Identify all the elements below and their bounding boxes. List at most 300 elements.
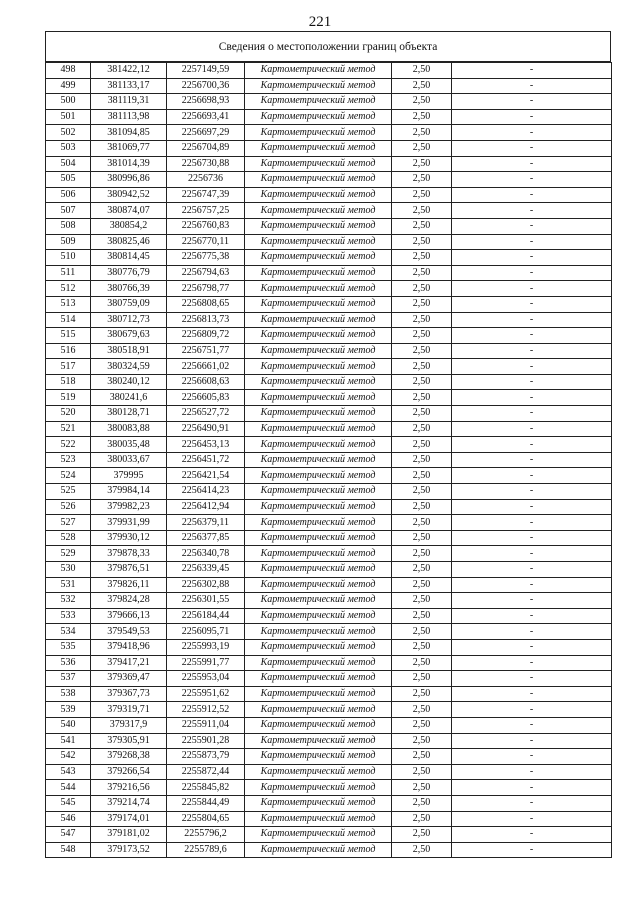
- x-coordinate-cell: 380854,2: [91, 218, 167, 234]
- accuracy-cell: 2,50: [392, 218, 452, 234]
- method-cell: Картометрический метод: [245, 484, 392, 500]
- note-cell: -: [452, 484, 612, 500]
- x-coordinate-cell: 380083,88: [91, 421, 167, 437]
- table-row: [46, 296, 612, 312]
- x-coordinate-cell: 379319,71: [91, 702, 167, 718]
- point-number-cell: 517: [46, 359, 91, 375]
- point-number-cell: 547: [46, 827, 91, 843]
- method-cell: Картометрический метод: [245, 94, 392, 110]
- accuracy-cell: 2,50: [392, 452, 452, 468]
- table-row: [46, 546, 612, 562]
- table-row: [46, 421, 612, 437]
- method-cell: Картометрический метод: [245, 390, 392, 406]
- method-cell: Картометрический метод: [245, 515, 392, 531]
- x-coordinate-cell: 380996,86: [91, 172, 167, 188]
- method-cell: Картометрический метод: [245, 452, 392, 468]
- accuracy-cell: 2,50: [392, 187, 452, 203]
- y-coordinate-cell: 2255951,62: [167, 686, 245, 702]
- y-coordinate-cell: 2256808,65: [167, 296, 245, 312]
- accuracy-cell: 2,50: [392, 374, 452, 390]
- x-coordinate-cell: 380874,07: [91, 203, 167, 219]
- x-coordinate-cell: 380518,91: [91, 343, 167, 359]
- table-row: [46, 842, 612, 858]
- x-coordinate-cell: 379266,54: [91, 764, 167, 780]
- note-cell: -: [452, 749, 612, 765]
- point-number-cell: 513: [46, 296, 91, 312]
- coordinates-table: [45, 62, 612, 858]
- x-coordinate-cell: 381069,77: [91, 140, 167, 156]
- point-number-cell: 515: [46, 328, 91, 344]
- point-number-cell: 533: [46, 608, 91, 624]
- x-coordinate-cell: 380241,6: [91, 390, 167, 406]
- x-coordinate-cell: 379367,73: [91, 686, 167, 702]
- point-number-cell: 501: [46, 109, 91, 125]
- note-cell: -: [452, 515, 612, 531]
- table-caption: Сведения о местоположении границ объекта: [45, 31, 611, 62]
- point-number-cell: 544: [46, 780, 91, 796]
- accuracy-cell: 2,50: [392, 530, 452, 546]
- y-coordinate-cell: 2256770,11: [167, 234, 245, 250]
- table-row: [46, 562, 612, 578]
- point-number-cell: 541: [46, 733, 91, 749]
- point-number-cell: 525: [46, 484, 91, 500]
- method-cell: Картометрический метод: [245, 468, 392, 484]
- note-cell: -: [452, 671, 612, 687]
- note-cell: -: [452, 63, 612, 79]
- y-coordinate-cell: 2256490,91: [167, 421, 245, 437]
- x-coordinate-cell: 380776,79: [91, 265, 167, 281]
- point-number-cell: 516: [46, 343, 91, 359]
- accuracy-cell: 2,50: [392, 577, 452, 593]
- point-number-cell: 538: [46, 686, 91, 702]
- x-coordinate-cell: 379878,33: [91, 546, 167, 562]
- note-cell: -: [452, 312, 612, 328]
- x-coordinate-cell: 380240,12: [91, 374, 167, 390]
- y-coordinate-cell: 2255993,19: [167, 639, 245, 655]
- point-number-cell: 532: [46, 593, 91, 609]
- y-coordinate-cell: 2256747,39: [167, 187, 245, 203]
- point-number-cell: 534: [46, 624, 91, 640]
- note-cell: -: [452, 359, 612, 375]
- y-coordinate-cell: 2256608,63: [167, 374, 245, 390]
- y-coordinate-cell: 2256453,13: [167, 437, 245, 453]
- y-coordinate-cell: 2256184,44: [167, 608, 245, 624]
- method-cell: Картометрический метод: [245, 343, 392, 359]
- x-coordinate-cell: 379982,23: [91, 499, 167, 515]
- table-row: [46, 827, 612, 843]
- point-number-cell: 542: [46, 749, 91, 765]
- y-coordinate-cell: 2256451,72: [167, 452, 245, 468]
- accuracy-cell: 2,50: [392, 780, 452, 796]
- method-cell: Картометрический метод: [245, 593, 392, 609]
- point-number-cell: 502: [46, 125, 91, 141]
- y-coordinate-cell: 2256605,83: [167, 390, 245, 406]
- table-row: [46, 234, 612, 250]
- point-number-cell: 514: [46, 312, 91, 328]
- accuracy-cell: 2,50: [392, 764, 452, 780]
- method-cell: Картометрический метод: [245, 281, 392, 297]
- method-cell: Картометрический метод: [245, 530, 392, 546]
- method-cell: Картометрический метод: [245, 624, 392, 640]
- accuracy-cell: 2,50: [392, 468, 452, 484]
- x-coordinate-cell: 380128,71: [91, 406, 167, 422]
- y-coordinate-cell: 2256095,71: [167, 624, 245, 640]
- table-row: [46, 328, 612, 344]
- table-row: [46, 717, 612, 733]
- y-coordinate-cell: 2256697,29: [167, 125, 245, 141]
- point-number-cell: 510: [46, 250, 91, 266]
- accuracy-cell: 2,50: [392, 265, 452, 281]
- note-cell: -: [452, 562, 612, 578]
- x-coordinate-cell: 381119,31: [91, 94, 167, 110]
- table-row: [46, 749, 612, 765]
- note-cell: -: [452, 281, 612, 297]
- method-cell: Картометрический метод: [245, 234, 392, 250]
- accuracy-cell: 2,50: [392, 639, 452, 655]
- note-cell: -: [452, 530, 612, 546]
- accuracy-cell: 2,50: [392, 109, 452, 125]
- table-row: [46, 733, 612, 749]
- method-cell: Картометрический метод: [245, 250, 392, 266]
- method-cell: Картометрический метод: [245, 406, 392, 422]
- x-coordinate-cell: 379216,56: [91, 780, 167, 796]
- note-cell: -: [452, 608, 612, 624]
- point-number-cell: 504: [46, 156, 91, 172]
- method-cell: Картометрический метод: [245, 655, 392, 671]
- method-cell: Картометрический метод: [245, 328, 392, 344]
- point-number-cell: 528: [46, 530, 91, 546]
- x-coordinate-cell: 379824,28: [91, 593, 167, 609]
- accuracy-cell: 2,50: [392, 811, 452, 827]
- y-coordinate-cell: 2257149,59: [167, 63, 245, 79]
- note-cell: -: [452, 296, 612, 312]
- note-cell: -: [452, 733, 612, 749]
- method-cell: Картометрический метод: [245, 639, 392, 655]
- note-cell: -: [452, 624, 612, 640]
- table-row: [46, 655, 612, 671]
- point-number-cell: 509: [46, 234, 91, 250]
- accuracy-cell: 2,50: [392, 749, 452, 765]
- table-row: [46, 780, 612, 796]
- note-cell: -: [452, 78, 612, 94]
- table-row: [46, 499, 612, 515]
- note-cell: -: [452, 125, 612, 141]
- y-coordinate-cell: 2256340,78: [167, 546, 245, 562]
- method-cell: Картометрический метод: [245, 749, 392, 765]
- table-row: [46, 764, 612, 780]
- x-coordinate-cell: 379995: [91, 468, 167, 484]
- table-row: [46, 593, 612, 609]
- boundary-coordinates-document: [45, 31, 611, 858]
- note-cell: -: [452, 172, 612, 188]
- method-cell: Картометрический метод: [245, 764, 392, 780]
- accuracy-cell: 2,50: [392, 733, 452, 749]
- x-coordinate-cell: 381014,39: [91, 156, 167, 172]
- accuracy-cell: 2,50: [392, 125, 452, 141]
- x-coordinate-cell: 380712,73: [91, 312, 167, 328]
- x-coordinate-cell: 379369,47: [91, 671, 167, 687]
- x-coordinate-cell: 379268,38: [91, 749, 167, 765]
- method-cell: Картометрический метод: [245, 187, 392, 203]
- accuracy-cell: 2,50: [392, 795, 452, 811]
- y-coordinate-cell: 2256760,83: [167, 218, 245, 234]
- note-cell: -: [452, 406, 612, 422]
- point-number-cell: 543: [46, 764, 91, 780]
- method-cell: Картометрический метод: [245, 78, 392, 94]
- point-number-cell: 499: [46, 78, 91, 94]
- method-cell: Картометрический метод: [245, 795, 392, 811]
- y-coordinate-cell: 2256661,02: [167, 359, 245, 375]
- y-coordinate-cell: 2255991,77: [167, 655, 245, 671]
- method-cell: Картометрический метод: [245, 140, 392, 156]
- note-cell: -: [452, 780, 612, 796]
- table-row: [46, 437, 612, 453]
- note-cell: -: [452, 343, 612, 359]
- accuracy-cell: 2,50: [392, 593, 452, 609]
- accuracy-cell: 2,50: [392, 156, 452, 172]
- y-coordinate-cell: 2256757,25: [167, 203, 245, 219]
- accuracy-cell: 2,50: [392, 702, 452, 718]
- note-cell: -: [452, 328, 612, 344]
- note-cell: -: [452, 764, 612, 780]
- note-cell: -: [452, 842, 612, 858]
- accuracy-cell: 2,50: [392, 250, 452, 266]
- note-cell: -: [452, 639, 612, 655]
- table-row: [46, 515, 612, 531]
- note-cell: -: [452, 655, 612, 671]
- x-coordinate-cell: 379930,12: [91, 530, 167, 546]
- y-coordinate-cell: 2256736: [167, 172, 245, 188]
- y-coordinate-cell: 2255901,28: [167, 733, 245, 749]
- note-cell: -: [452, 593, 612, 609]
- note-cell: -: [452, 437, 612, 453]
- accuracy-cell: 2,50: [392, 421, 452, 437]
- point-number-cell: 521: [46, 421, 91, 437]
- table-row: [46, 795, 612, 811]
- x-coordinate-cell: 379984,14: [91, 484, 167, 500]
- accuracy-cell: 2,50: [392, 312, 452, 328]
- y-coordinate-cell: 2256377,85: [167, 530, 245, 546]
- point-number-cell: 512: [46, 281, 91, 297]
- x-coordinate-cell: 379826,11: [91, 577, 167, 593]
- y-coordinate-cell: 2255912,52: [167, 702, 245, 718]
- method-cell: Картометрический метод: [245, 811, 392, 827]
- table-row: [46, 686, 612, 702]
- x-coordinate-cell: 379181,02: [91, 827, 167, 843]
- x-coordinate-cell: 379214,74: [91, 795, 167, 811]
- method-cell: Картометрический метод: [245, 499, 392, 515]
- point-number-cell: 545: [46, 795, 91, 811]
- page-number: 221: [308, 14, 332, 30]
- table-row: [46, 156, 612, 172]
- x-coordinate-cell: 379931,99: [91, 515, 167, 531]
- note-cell: -: [452, 702, 612, 718]
- note-cell: -: [452, 686, 612, 702]
- accuracy-cell: 2,50: [392, 842, 452, 858]
- point-number-cell: 527: [46, 515, 91, 531]
- table-row: [46, 702, 612, 718]
- table-row: [46, 63, 612, 79]
- x-coordinate-cell: 379549,53: [91, 624, 167, 640]
- x-coordinate-cell: 379876,51: [91, 562, 167, 578]
- y-coordinate-cell: 2255873,79: [167, 749, 245, 765]
- x-coordinate-cell: 380759,09: [91, 296, 167, 312]
- y-coordinate-cell: 2256414,23: [167, 484, 245, 500]
- table-row: [46, 530, 612, 546]
- y-coordinate-cell: 2256412,94: [167, 499, 245, 515]
- accuracy-cell: 2,50: [392, 390, 452, 406]
- point-number-cell: 505: [46, 172, 91, 188]
- accuracy-cell: 2,50: [392, 562, 452, 578]
- method-cell: Картометрический метод: [245, 686, 392, 702]
- table-row: [46, 608, 612, 624]
- x-coordinate-cell: 379305,91: [91, 733, 167, 749]
- accuracy-cell: 2,50: [392, 328, 452, 344]
- y-coordinate-cell: 2255911,04: [167, 717, 245, 733]
- note-cell: -: [452, 156, 612, 172]
- y-coordinate-cell: 2255953,04: [167, 671, 245, 687]
- note-cell: -: [452, 94, 612, 110]
- point-number-cell: 536: [46, 655, 91, 671]
- x-coordinate-cell: 380766,39: [91, 281, 167, 297]
- point-number-cell: 546: [46, 811, 91, 827]
- table-row: [46, 406, 612, 422]
- x-coordinate-cell: 381422,12: [91, 63, 167, 79]
- x-coordinate-cell: 379417,21: [91, 655, 167, 671]
- accuracy-cell: 2,50: [392, 78, 452, 94]
- method-cell: Картометрический метод: [245, 312, 392, 328]
- method-cell: Картометрический метод: [245, 733, 392, 749]
- accuracy-cell: 2,50: [392, 717, 452, 733]
- note-cell: -: [452, 265, 612, 281]
- accuracy-cell: 2,50: [392, 281, 452, 297]
- method-cell: Картометрический метод: [245, 109, 392, 125]
- y-coordinate-cell: 2256798,77: [167, 281, 245, 297]
- method-cell: Картометрический метод: [245, 265, 392, 281]
- y-coordinate-cell: 2256775,38: [167, 250, 245, 266]
- note-cell: -: [452, 811, 612, 827]
- x-coordinate-cell: 381094,85: [91, 125, 167, 141]
- x-coordinate-cell: 380033,67: [91, 452, 167, 468]
- y-coordinate-cell: 2256339,45: [167, 562, 245, 578]
- table-row: [46, 281, 612, 297]
- method-cell: Картометрический метод: [245, 702, 392, 718]
- y-coordinate-cell: 2255845,82: [167, 780, 245, 796]
- y-coordinate-cell: 2256809,72: [167, 328, 245, 344]
- note-cell: -: [452, 421, 612, 437]
- accuracy-cell: 2,50: [392, 608, 452, 624]
- note-cell: -: [452, 546, 612, 562]
- x-coordinate-cell: 380942,52: [91, 187, 167, 203]
- accuracy-cell: 2,50: [392, 203, 452, 219]
- note-cell: -: [452, 203, 612, 219]
- note-cell: -: [452, 795, 612, 811]
- y-coordinate-cell: 2256698,93: [167, 94, 245, 110]
- table-row: [46, 94, 612, 110]
- x-coordinate-cell: 380035,48: [91, 437, 167, 453]
- method-cell: Картометрический метод: [245, 717, 392, 733]
- x-coordinate-cell: 380324,59: [91, 359, 167, 375]
- point-number-cell: 507: [46, 203, 91, 219]
- point-number-cell: 503: [46, 140, 91, 156]
- method-cell: Картометрический метод: [245, 842, 392, 858]
- accuracy-cell: 2,50: [392, 359, 452, 375]
- accuracy-cell: 2,50: [392, 499, 452, 515]
- y-coordinate-cell: 2256704,89: [167, 140, 245, 156]
- table-row: [46, 390, 612, 406]
- table-row: [46, 140, 612, 156]
- x-coordinate-cell: 379173,52: [91, 842, 167, 858]
- method-cell: Картометрический метод: [245, 827, 392, 843]
- accuracy-cell: 2,50: [392, 827, 452, 843]
- y-coordinate-cell: 2256302,88: [167, 577, 245, 593]
- table-row: [46, 374, 612, 390]
- table-row: [46, 468, 612, 484]
- table-row: [46, 187, 612, 203]
- table-row: [46, 639, 612, 655]
- accuracy-cell: 2,50: [392, 140, 452, 156]
- method-cell: Картометрический метод: [245, 608, 392, 624]
- accuracy-cell: 2,50: [392, 172, 452, 188]
- table-body: [46, 63, 612, 858]
- point-number-cell: 539: [46, 702, 91, 718]
- note-cell: -: [452, 109, 612, 125]
- y-coordinate-cell: 2255804,65: [167, 811, 245, 827]
- table-row: [46, 250, 612, 266]
- accuracy-cell: 2,50: [392, 406, 452, 422]
- accuracy-cell: 2,50: [392, 655, 452, 671]
- method-cell: Картометрический метод: [245, 437, 392, 453]
- method-cell: Картометрический метод: [245, 421, 392, 437]
- x-coordinate-cell: 381113,98: [91, 109, 167, 125]
- point-number-cell: 531: [46, 577, 91, 593]
- accuracy-cell: 2,50: [392, 671, 452, 687]
- y-coordinate-cell: 2256700,36: [167, 78, 245, 94]
- table-row: [46, 359, 612, 375]
- point-number-cell: 548: [46, 842, 91, 858]
- accuracy-cell: 2,50: [392, 437, 452, 453]
- point-number-cell: 500: [46, 94, 91, 110]
- note-cell: -: [452, 218, 612, 234]
- note-cell: -: [452, 717, 612, 733]
- table-row: [46, 265, 612, 281]
- method-cell: Картометрический метод: [245, 218, 392, 234]
- y-coordinate-cell: 2256751,77: [167, 343, 245, 359]
- table-row: [46, 343, 612, 359]
- x-coordinate-cell: 379666,13: [91, 608, 167, 624]
- accuracy-cell: 2,50: [392, 546, 452, 562]
- point-number-cell: 519: [46, 390, 91, 406]
- table-row: [46, 203, 612, 219]
- note-cell: -: [452, 468, 612, 484]
- point-number-cell: 506: [46, 187, 91, 203]
- y-coordinate-cell: 2256421,54: [167, 468, 245, 484]
- y-coordinate-cell: 2256730,88: [167, 156, 245, 172]
- y-coordinate-cell: 2255872,44: [167, 764, 245, 780]
- point-number-cell: 508: [46, 218, 91, 234]
- y-coordinate-cell: 2256794,63: [167, 265, 245, 281]
- y-coordinate-cell: 2255844,49: [167, 795, 245, 811]
- point-number-cell: 526: [46, 499, 91, 515]
- method-cell: Картометрический метод: [245, 671, 392, 687]
- y-coordinate-cell: 2255796,2: [167, 827, 245, 843]
- table-row: [46, 671, 612, 687]
- method-cell: Картометрический метод: [245, 562, 392, 578]
- x-coordinate-cell: 379418,96: [91, 639, 167, 655]
- accuracy-cell: 2,50: [392, 515, 452, 531]
- accuracy-cell: 2,50: [392, 94, 452, 110]
- point-number-cell: 522: [46, 437, 91, 453]
